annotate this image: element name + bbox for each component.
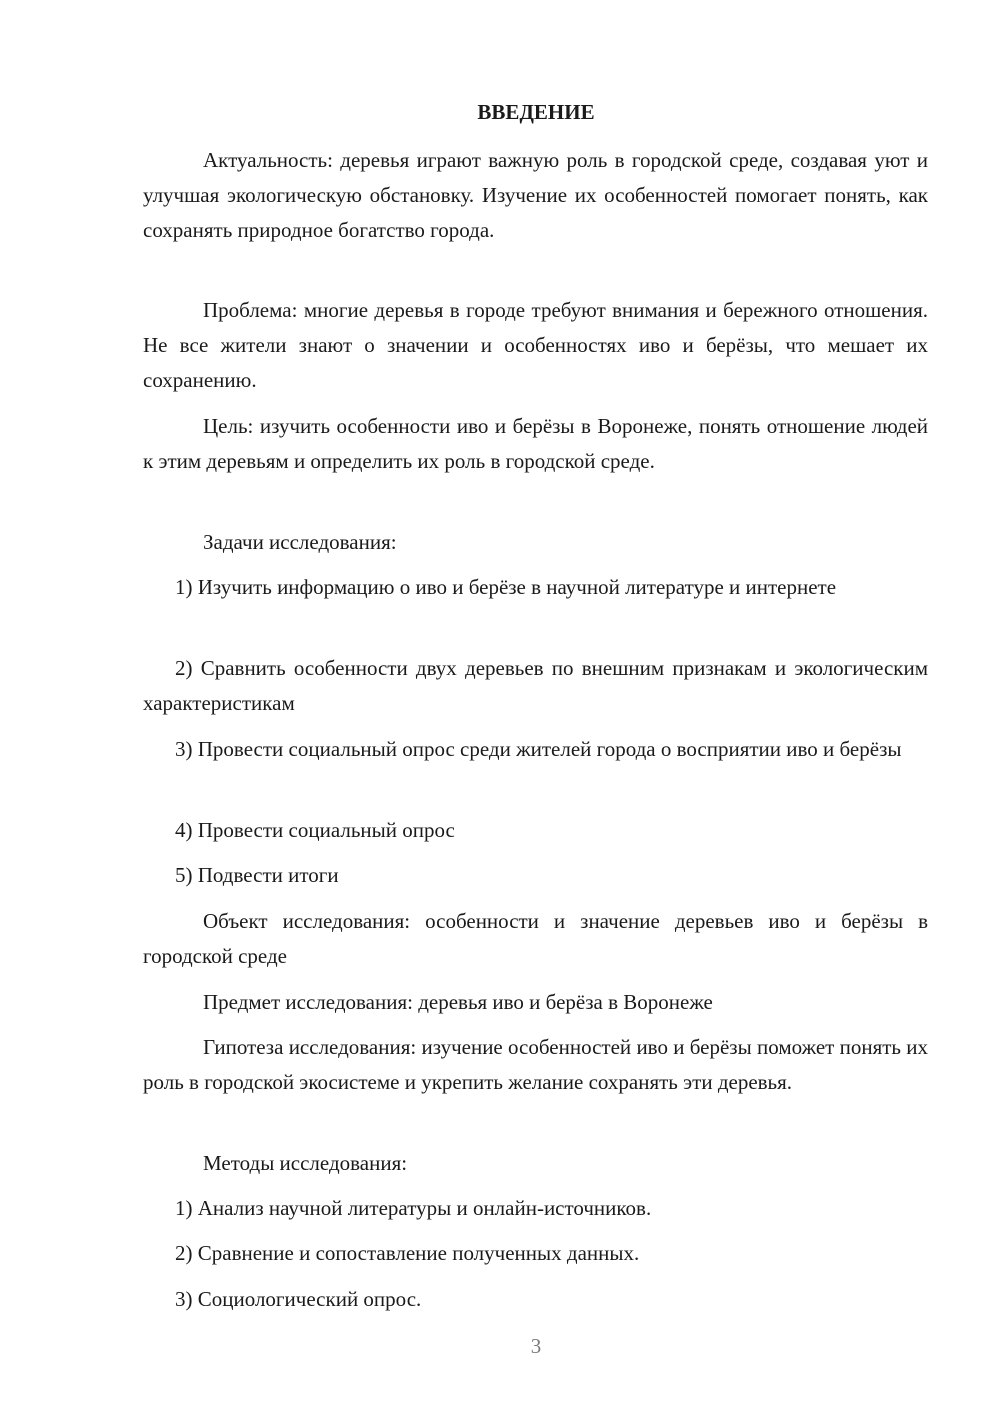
relevance-paragraph: Актуальность: деревья играют важную роль в городской среде, создавая уют и улучшая экологическую обстановку. Изучение их особенностей помогает понять, как сохранять природное богатство города.: [143, 148, 928, 242]
tasks-title: Задачи исследования:: [203, 530, 397, 554]
object-paragraph: Объект исследования: особенности и значение деревьев иво и берёзы в городской среде: [143, 909, 928, 968]
goal-paragraph: Цель: изучить особенности иво и берёзы в Воронеже, понять отношение людей к этим деревьям и определить их роль в городской среде.: [143, 414, 928, 473]
methods-title: Методы исследования:: [203, 1151, 408, 1175]
task-item: 4) Провести социальный опрос: [175, 818, 455, 842]
task-item: 3) Провести социальный опрос среди жителей города о восприятии иво и берёзы: [175, 737, 902, 761]
problem-paragraph: Проблема: многие деревья в городе требуют внимания и бережного отношения. Не все жители знают о значении и особенностях иво и берёзы, что мешает их сохранению.: [143, 298, 928, 392]
hypothesis-paragraph: Гипотеза исследования: изучение особенностей иво и берёзы поможет понять их роль в городской экосистеме и укрепить желание сохранять эти деревья.: [143, 1035, 928, 1094]
task-item: 5) Подвести итоги: [175, 863, 339, 887]
task-item: 1) Изучить информацию о иво и берёзе в научной литературе и интернете: [175, 575, 837, 599]
page-number: 3: [530, 1334, 542, 1358]
subject-paragraph: Предмет исследования: деревья иво и берёза в Воронеже: [203, 990, 713, 1014]
task-item: 2) Сравнить особенности двух деревьев по внешним признакам и экологическим характеристикам: [143, 656, 928, 715]
method-item: 2) Сравнение и сопоставление полученных данных.: [175, 1241, 640, 1265]
method-item: 3) Социологический опрос.: [175, 1287, 422, 1311]
page-title: ВВЕДЕНИЕ: [477, 100, 595, 124]
method-item: 1) Анализ научной литературы и онлайн-источников.: [175, 1196, 652, 1220]
